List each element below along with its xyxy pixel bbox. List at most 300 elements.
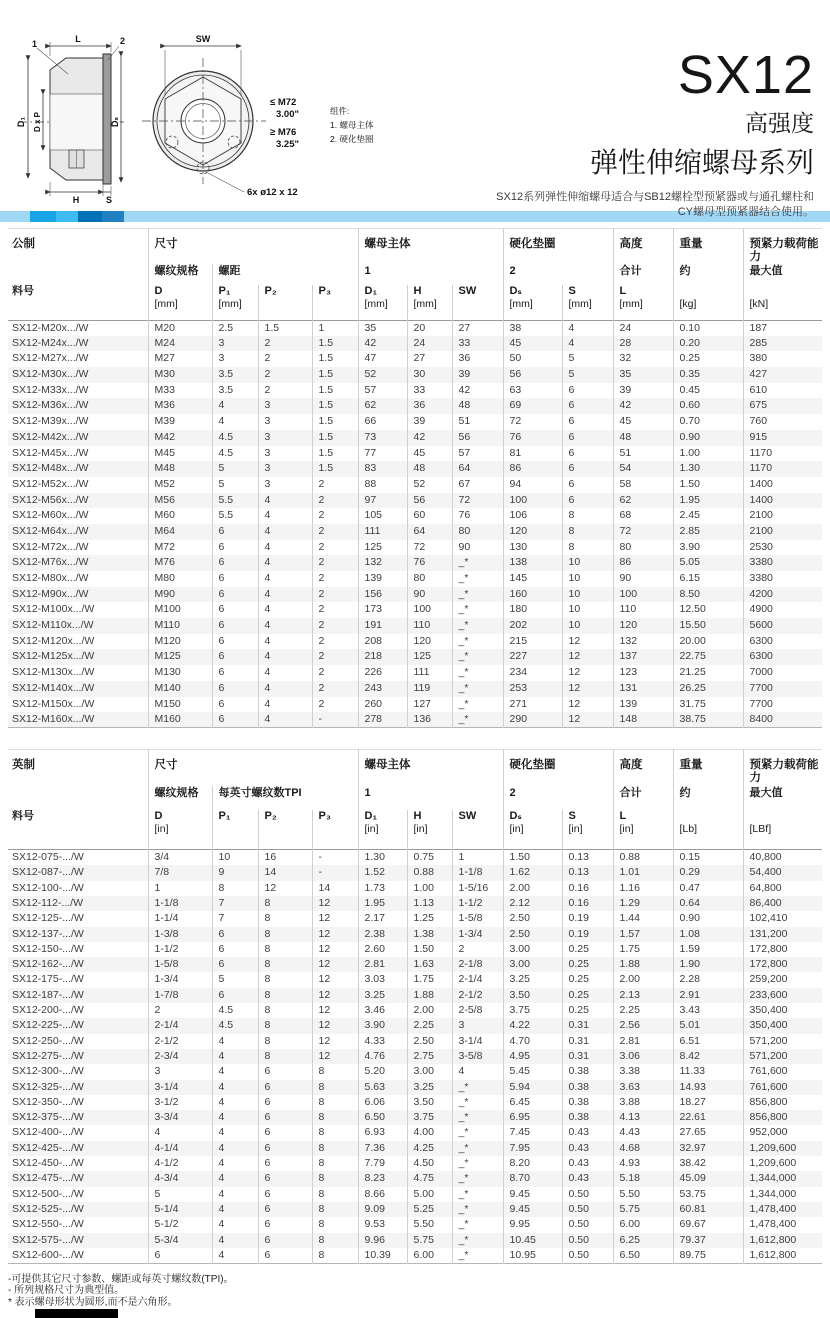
value-cell: 0.25 (562, 942, 613, 957)
value-cell: 4.93 (613, 1156, 673, 1171)
value-cell: 856,800 (743, 1110, 822, 1125)
dim-l-label: L (75, 34, 81, 44)
table-row (8, 477, 822, 493)
value-cell: 2 (312, 571, 358, 587)
value-cell: 3.75 (407, 1110, 452, 1125)
value-cell: 4 (212, 1217, 258, 1232)
value-cell: 3 (212, 336, 258, 352)
value-cell: 4.50 (407, 1156, 452, 1171)
value-cell: 5 (148, 1187, 212, 1202)
value-cell: 45.09 (673, 1171, 743, 1186)
value-cell: 243 (358, 681, 407, 697)
value-cell: 2 (312, 618, 358, 634)
value-cell: _* (452, 681, 503, 697)
value-cell: 6.51 (673, 1034, 743, 1049)
value-cell: 12 (562, 681, 613, 697)
value-cell: 4 (212, 1187, 258, 1202)
value-cell: 5.75 (613, 1202, 673, 1217)
value-cell: 4.25 (407, 1141, 452, 1156)
value-cell: 4 (258, 697, 312, 713)
value-cell: 2.5 (212, 320, 258, 336)
value-cell: 1.62 (503, 865, 562, 880)
part-number-cell: SX12-187-.../W (12, 988, 84, 1001)
sub-total: 合计 (613, 786, 673, 810)
value-cell: 3.5 (212, 383, 258, 399)
value-cell: 45 (613, 414, 673, 430)
value-cell: 2 (312, 649, 358, 665)
value-cell: 6 (212, 555, 258, 571)
value-cell: 8.66 (358, 1187, 407, 1202)
part-number-cell: SX12-150-.../W (12, 942, 84, 955)
value-cell: 2100 (743, 524, 822, 540)
part-number-cell: SX12-M52x.../W (12, 477, 89, 490)
group-height: 高度 (613, 229, 673, 265)
value-cell: 12 (562, 697, 613, 713)
value-cell: 1,612,800 (743, 1233, 822, 1248)
value-cell: 72 (452, 493, 503, 509)
value-cell: 0.25 (673, 351, 743, 367)
col-d1: D₁ [in] (358, 810, 407, 850)
part-number-cell: SX12-500-.../W (12, 1187, 84, 1200)
value-cell: 6 (562, 383, 613, 399)
value-cell: 4 (258, 602, 312, 618)
value-cell: 4 (212, 398, 258, 414)
value-cell: 50 (503, 351, 562, 367)
col-p3: P₃ (312, 810, 358, 850)
value-cell: 0.38 (562, 1080, 613, 1095)
bar-segment (0, 211, 30, 222)
value-cell: 8 (312, 1217, 358, 1232)
sub-total: 合计 (613, 264, 673, 285)
value-cell: 2-1/8 (452, 957, 503, 972)
table-row (8, 587, 822, 603)
value-cell: 1.5 (312, 336, 358, 352)
value-cell: 12 (312, 972, 358, 987)
value-cell: 80 (407, 571, 452, 587)
value-cell: 38.75 (673, 712, 743, 728)
value-cell: 20 (407, 320, 452, 336)
part-number-cell: SX12-M90x.../W (12, 587, 89, 600)
value-cell: 2.50 (407, 1034, 452, 1049)
table-row (8, 430, 822, 446)
value-cell: 131 (613, 681, 673, 697)
table-row (8, 1187, 822, 1202)
value-cell: 10 (562, 587, 613, 603)
value-cell: 4 (258, 665, 312, 681)
col-part-number: 料号 (12, 809, 34, 822)
value-cell: 172,800 (743, 957, 822, 972)
value-cell: 4 (258, 712, 312, 728)
value-cell: 4900 (743, 602, 822, 618)
value-cell: 6 (258, 1248, 312, 1264)
value-cell: 56 (407, 493, 452, 509)
value-cell: 1-3/4 (148, 972, 212, 987)
value-cell: 1.00 (407, 881, 452, 896)
value-cell: 73 (358, 430, 407, 446)
table-row (8, 942, 822, 957)
value-cell: 1-1/4 (148, 911, 212, 926)
value-cell: 5.5 (212, 508, 258, 524)
value-cell: 12 (312, 942, 358, 957)
value-cell: 173 (358, 602, 407, 618)
value-cell: 0.70 (673, 414, 743, 430)
value-cell: 4.75 (407, 1171, 452, 1186)
col-p1: P₁ (212, 810, 258, 850)
value-cell: 54 (613, 461, 673, 477)
value-cell: M60 (148, 508, 212, 524)
dim-sw-label: SW (195, 34, 211, 44)
value-cell: 760 (743, 414, 822, 430)
value-cell: 2.45 (673, 508, 743, 524)
part-number-cell: SX12-162-.../W (12, 958, 84, 971)
value-cell: 1.5 (312, 446, 358, 462)
table-row (8, 618, 822, 634)
value-cell: M27 (148, 351, 212, 367)
part-number-cell: SX12-M27x.../W (12, 352, 89, 365)
value-cell: 12 (562, 712, 613, 728)
value-cell: 1.5 (312, 351, 358, 367)
value-cell: 2 (312, 493, 358, 509)
value-cell: _* (452, 1125, 503, 1140)
value-cell: 12 (258, 881, 312, 896)
value-cell: 81 (503, 446, 562, 462)
value-cell: 12 (312, 927, 358, 942)
product-subtitle-series: 弹性伸缩螺母系列 (589, 147, 814, 178)
col-part-number: 料号 (12, 285, 34, 297)
value-cell: 7.79 (358, 1156, 407, 1171)
sub-thread-spec: 螺纹规格 (148, 786, 212, 810)
dim-h-label: H (72, 195, 80, 205)
value-cell: 64 (407, 524, 452, 540)
value-cell: 208 (358, 634, 407, 650)
value-cell: 12.50 (673, 602, 743, 618)
value-cell: _* (452, 1248, 503, 1264)
value-cell: 8 (258, 942, 312, 957)
value-cell: 1 (148, 881, 212, 896)
value-cell: 6 (258, 1080, 312, 1095)
value-cell: 1.88 (613, 957, 673, 972)
col-d: D [mm] (148, 285, 212, 320)
value-cell: - (312, 712, 358, 728)
value-cell: 5.18 (613, 1171, 673, 1186)
value-cell: 2 (312, 540, 358, 556)
value-cell: 4 (212, 1141, 258, 1156)
value-cell: 42 (613, 398, 673, 414)
value-cell: 2-1/4 (148, 1018, 212, 1033)
value-cell: M90 (148, 587, 212, 603)
value-cell: M150 (148, 697, 212, 713)
value-cell: 56 (452, 430, 503, 446)
value-cell: 9.09 (358, 1202, 407, 1217)
value-cell: 42 (407, 430, 452, 446)
group-size: 尺寸 (148, 229, 358, 265)
value-cell: 136 (407, 712, 452, 728)
value-cell: 3 (258, 461, 312, 477)
value-cell: 0.50 (562, 1217, 613, 1232)
value-cell: 7/8 (148, 865, 212, 880)
value-cell: 0.50 (562, 1202, 613, 1217)
sub-approx: 约 (673, 264, 743, 285)
value-cell: 4 (258, 571, 312, 587)
value-cell: 3.90 (358, 1018, 407, 1033)
col-p2: P₂ (258, 285, 312, 320)
value-cell: 54,400 (743, 865, 822, 880)
value-cell: 21.25 (673, 665, 743, 681)
value-cell: 4-1/2 (148, 1156, 212, 1171)
value-cell: 32.97 (673, 1141, 743, 1156)
value-cell: 6 (258, 1125, 312, 1140)
value-cell: 0.60 (673, 398, 743, 414)
part-number-cell: SX12-325-.../W (12, 1080, 84, 1093)
value-cell: 0.15 (673, 850, 743, 866)
value-cell: 380 (743, 351, 822, 367)
value-cell: 1-3/8 (148, 927, 212, 942)
value-cell: M56 (148, 493, 212, 509)
value-cell: M130 (148, 665, 212, 681)
value-cell: 2 (452, 942, 503, 957)
value-cell: 1.25 (407, 911, 452, 926)
value-cell: 76 (407, 555, 452, 571)
value-cell: 4 (212, 1125, 258, 1140)
value-cell: 100 (613, 587, 673, 603)
value-cell: M45 (148, 446, 212, 462)
value-cell: 8 (258, 896, 312, 911)
value-cell: 7700 (743, 681, 822, 697)
value-cell: 0.25 (562, 957, 613, 972)
technical-drawing (12, 30, 412, 206)
value-cell: 1.50 (407, 942, 452, 957)
table-row (8, 681, 822, 697)
value-cell: 5.01 (673, 1018, 743, 1033)
value-cell: 15.50 (673, 618, 743, 634)
group-nut-body: 螺母主体 (358, 229, 503, 265)
value-cell: 5600 (743, 618, 822, 634)
value-cell: 1.08 (673, 927, 743, 942)
value-cell: 0.50 (562, 1187, 613, 1202)
value-cell: 138 (503, 555, 562, 571)
value-cell: M72 (148, 540, 212, 556)
value-cell: 8.20 (503, 1156, 562, 1171)
value-cell: 1,344,000 (743, 1187, 822, 1202)
value-cell: 1-7/8 (148, 988, 212, 1003)
value-cell: 58 (613, 477, 673, 493)
value-cell: 3380 (743, 571, 822, 587)
part-number-cell: SX12-375-.../W (12, 1111, 84, 1124)
col-s: S [mm] (562, 285, 613, 320)
value-cell: 8 (258, 1018, 312, 1033)
value-cell: 6 (258, 1064, 312, 1079)
value-cell: 0.31 (562, 1049, 613, 1064)
value-cell: 6 (212, 988, 258, 1003)
value-cell: 100 (407, 602, 452, 618)
value-cell: 11.33 (673, 1064, 743, 1079)
page-footer-mark (35, 1309, 118, 1318)
table-row (8, 524, 822, 540)
value-cell: 6 (212, 634, 258, 650)
value-cell: 0.50 (562, 1233, 613, 1248)
value-cell: _* (452, 1233, 503, 1248)
value-cell: 2 (312, 555, 358, 571)
value-cell: 4 (212, 1233, 258, 1248)
value-cell: 8 (312, 1125, 358, 1140)
value-cell: 0.47 (673, 881, 743, 896)
value-cell: 3-3/4 (148, 1110, 212, 1125)
value-cell: M76 (148, 555, 212, 571)
value-cell: 1.13 (407, 896, 452, 911)
part-number-cell: SX12-M80x.../W (12, 572, 89, 584)
value-cell: 675 (743, 398, 822, 414)
value-cell: 8 (258, 972, 312, 987)
value-cell: 6 (258, 1110, 312, 1125)
value-cell: 0.45 (673, 383, 743, 399)
value-cell: 36 (407, 398, 452, 414)
value-cell: 350,400 (743, 1018, 822, 1033)
value-cell: 8 (562, 540, 613, 556)
value-cell: 100 (503, 493, 562, 509)
value-cell: 57 (452, 446, 503, 462)
value-cell: 10 (212, 850, 258, 866)
value-cell: _* (452, 1080, 503, 1095)
value-cell: 3 (258, 477, 312, 493)
table-row (8, 1171, 822, 1186)
value-cell: 0.43 (562, 1156, 613, 1171)
value-cell: 6 (562, 398, 613, 414)
value-cell: 51 (613, 446, 673, 462)
value-cell: M33 (148, 383, 212, 399)
table-row (8, 850, 822, 866)
value-cell: 2 (312, 477, 358, 493)
col-kg: [kg] (673, 285, 743, 320)
value-cell: 102,410 (743, 911, 822, 926)
value-cell: 7 (212, 896, 258, 911)
table-row (8, 1064, 822, 1079)
value-cell: 12 (312, 911, 358, 926)
value-cell: _* (452, 1095, 503, 1110)
value-cell: M36 (148, 398, 212, 414)
part-number-cell: SX12-475-.../W (12, 1172, 84, 1185)
title-block (496, 45, 814, 220)
table-row (8, 927, 822, 942)
value-cell: 7700 (743, 697, 822, 713)
value-cell: 125 (358, 540, 407, 556)
value-cell: 10.39 (358, 1248, 407, 1264)
value-cell: 3.38 (613, 1064, 673, 1079)
value-cell: 42 (358, 336, 407, 352)
value-cell: 6 (212, 540, 258, 556)
value-cell: 4-3/4 (148, 1171, 212, 1186)
value-cell: 2 (312, 681, 358, 697)
value-cell: 2-1/2 (452, 988, 503, 1003)
footnotes (8, 1274, 822, 1309)
value-cell: 83 (358, 461, 407, 477)
value-cell: 48 (613, 430, 673, 446)
value-cell: 285 (743, 336, 822, 352)
value-cell: 10 (562, 618, 613, 634)
value-cell: 571,200 (743, 1034, 822, 1049)
part-number-cell: SX12-525-.../W (12, 1202, 84, 1215)
col-h: H [mm] (407, 285, 452, 320)
value-cell: 52 (407, 477, 452, 493)
col-kn: [kN] (743, 285, 822, 320)
value-cell: 6.15 (673, 571, 743, 587)
value-cell: 8 (258, 957, 312, 972)
value-cell: 7 (212, 911, 258, 926)
value-cell: 72 (503, 414, 562, 430)
value-cell: 278 (358, 712, 407, 728)
value-cell: 3.03 (358, 972, 407, 987)
value-cell: 3 (258, 430, 312, 446)
value-cell: 12 (312, 957, 358, 972)
sub-item-2: 2 (503, 786, 613, 810)
value-cell: 4 (258, 493, 312, 509)
value-cell: 18.27 (673, 1095, 743, 1110)
part-number-cell: SX12-200-.../W (12, 1004, 84, 1017)
value-cell: 2.25 (613, 1003, 673, 1018)
value-cell: 4.95 (503, 1049, 562, 1064)
value-cell: 139 (358, 571, 407, 587)
value-cell: 86 (503, 461, 562, 477)
table-row (8, 634, 822, 650)
sub-thread-spec: 螺纹规格 (148, 264, 212, 285)
value-cell: 290 (503, 712, 562, 728)
value-cell: 6.95 (503, 1110, 562, 1125)
value-cell: 3.5 (212, 367, 258, 383)
value-cell: 2 (312, 508, 358, 524)
value-cell: 2.13 (613, 988, 673, 1003)
value-cell: M39 (148, 414, 212, 430)
value-cell: 4.5 (212, 1003, 258, 1018)
group-height: 高度 (613, 750, 673, 786)
value-cell: 571,200 (743, 1049, 822, 1064)
value-cell: 4.43 (613, 1125, 673, 1140)
table-row (8, 911, 822, 926)
dim-s-label: S (105, 195, 113, 205)
value-cell: 0.25 (562, 988, 613, 1003)
value-cell: 2.81 (358, 957, 407, 972)
value-cell: 4.68 (613, 1141, 673, 1156)
part-number-cell: SX12-250-.../W (12, 1034, 84, 1047)
col-ds: Dₛ [mm] (503, 285, 562, 320)
value-cell: 427 (743, 367, 822, 383)
value-cell: 12 (312, 1049, 358, 1064)
metric-table (8, 228, 822, 728)
metric-table-header (8, 229, 822, 321)
bar-segment (78, 211, 102, 222)
value-cell: 5.25 (407, 1202, 452, 1217)
value-cell: 0.43 (562, 1141, 613, 1156)
value-cell: 0.90 (673, 430, 743, 446)
value-cell: 1.95 (673, 493, 743, 509)
value-cell: 2.60 (358, 942, 407, 957)
value-cell: 6 (212, 524, 258, 540)
value-cell: 1.52 (358, 865, 407, 880)
value-cell: 6 (562, 430, 613, 446)
dim-ds-label: Dₛ (110, 117, 120, 127)
value-cell: 3 (212, 351, 258, 367)
callout-2-label: 2 (120, 36, 126, 46)
value-cell: 64 (452, 461, 503, 477)
table-row (8, 367, 822, 383)
value-cell: M52 (148, 477, 212, 493)
value-cell: 6.45 (503, 1095, 562, 1110)
value-cell: 62 (613, 493, 673, 509)
value-cell: 10 (562, 602, 613, 618)
value-cell: 27.65 (673, 1125, 743, 1140)
group-preload-capacity: 预紧力载荷能力 (743, 229, 822, 265)
value-cell: 4 (562, 320, 613, 336)
value-cell: 4.70 (503, 1034, 562, 1049)
part-number-cell: SX12-M33x.../W (12, 383, 89, 396)
